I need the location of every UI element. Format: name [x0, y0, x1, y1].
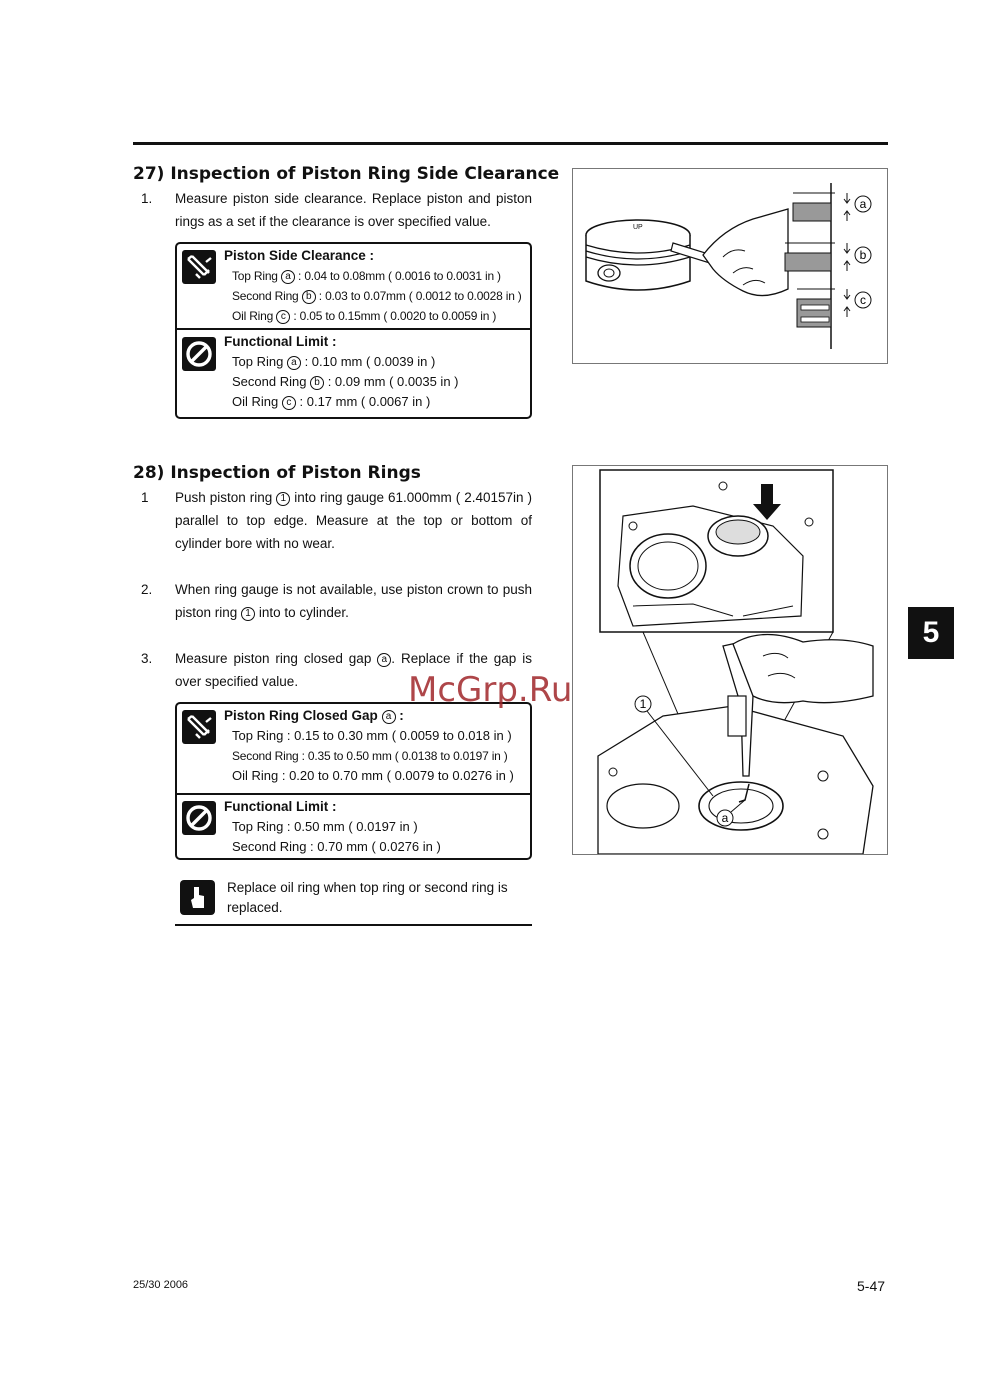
chapter-tab: 5: [908, 607, 954, 659]
page-number: 5-47: [857, 1278, 886, 1294]
spec-second-ring: Second Ring b : 0.03 to 0.07mm ( 0.0012 to 0.0028 in ): [232, 289, 522, 303]
piston-ring-side-clearance-figure: [572, 168, 888, 364]
spec-top-ring: Top Ring : 0.15 to 0.30 mm ( 0.0059 to 0.018 in ): [232, 728, 512, 743]
step-number: 2.: [141, 582, 153, 597]
section-28-heading: 28) Inspection of Piston Rings: [133, 463, 421, 483]
prohibited-icon: [182, 801, 216, 835]
figure-label-a: a: [721, 811, 729, 825]
spec-oil-ring: Oil Ring c : 0.05 to 0.15mm ( 0.0020 to 0.0059 in ): [232, 309, 497, 323]
callout-c: c: [276, 310, 290, 324]
note-hand-icon: [180, 880, 215, 915]
piston-side-clearance-spec-box: [175, 242, 532, 419]
limit-top-ring: Top Ring : 0.50 mm ( 0.0197 in ): [232, 819, 418, 834]
spec-second-ring: Second Ring : 0.35 to 0.50 mm ( 0.0138 to 0.0197 in ): [232, 749, 508, 763]
section-27-step-1: [141, 187, 536, 233]
watermark: McGrp.Ru: [408, 670, 573, 710]
callout-c: c: [282, 396, 296, 410]
spec-title: Piston Ring Closed Gap a :: [224, 708, 404, 723]
step-number: 3.: [141, 651, 153, 666]
limit-title: Functional Limit :: [224, 799, 337, 814]
callout-a: a: [382, 710, 396, 724]
caliper-icon: [182, 250, 216, 284]
footer-model-year: 25/30 2006: [133, 1279, 189, 1291]
callout-1: 1: [276, 492, 290, 506]
cylinder-block-illustration: [573, 466, 887, 854]
piston-feeler-gauge-illustration: [573, 169, 887, 363]
step-text: Measure piston ring closed gap a . Replace if the gap is over specified value.: [175, 651, 532, 689]
step-number: 1: [141, 490, 149, 505]
limit-second-ring: Second Ring b : 0.09 mm ( 0.0035 in ): [232, 374, 459, 389]
figure-label-b: b: [859, 248, 867, 262]
limit-second-ring: Second Ring : 0.70 mm ( 0.0276 in ): [232, 839, 441, 854]
callout-b: b: [302, 290, 316, 304]
section-27-heading: 27) Inspection of Piston Ring Side Clearance: [133, 164, 560, 184]
prohibited-icon: [182, 337, 216, 371]
figure-label-c: c: [860, 293, 866, 307]
step-text: Push piston ring 1 into ring gauge 61.000mm ( 2.40157in ) parallel to top edge. Measure at the top or bottom of cylinder bore with no wear.: [175, 490, 532, 551]
spec-section: [177, 704, 530, 794]
limit-top-ring: Top Ring a : 0.10 mm ( 0.0039 in ): [232, 354, 436, 369]
piston-up-mark: UP: [633, 224, 643, 231]
section-28-step-1: [141, 486, 536, 556]
spec-title: Piston Side Clearance :: [224, 248, 375, 263]
spec-section: [177, 244, 530, 330]
callout-1: 1: [241, 607, 255, 621]
spec-oil-ring: Oil Ring : 0.20 to 0.70 mm ( 0.0079 to 0.0276 in ): [232, 768, 514, 783]
piston-ring-closed-gap-spec-box: [175, 702, 532, 860]
callout-a: a: [281, 270, 295, 284]
piston-ring-gap-figure: [572, 465, 888, 855]
figure-label-a: a: [859, 197, 867, 211]
step-number: 1.: [141, 191, 153, 206]
header-rule: [133, 142, 888, 145]
step-text: Measure piston side clearance. Replace piston and piston rings as a set if the clearance is over specified value.: [175, 191, 532, 229]
figure-label-1: 1: [639, 697, 647, 711]
callout-a: a: [287, 356, 301, 370]
section-28-step-2: [141, 578, 536, 624]
note-rule: [175, 924, 532, 926]
note-text: Replace oil ring when top ring or second ring is replaced.: [227, 880, 508, 915]
limit-title: Functional Limit :: [224, 334, 337, 349]
step-text: When ring gauge is not available, use piston crown to push piston ring 1 into to cylinder.: [175, 582, 532, 620]
spec-top-ring: Top Ring a : 0.04 to 0.08mm ( 0.0016 to 0.0031 in ): [232, 269, 501, 283]
callout-b: b: [310, 376, 324, 390]
limit-oil-ring: Oil Ring c : 0.17 mm ( 0.0067 in ): [232, 394, 431, 409]
limit-section: [177, 330, 530, 416]
caliper-icon: [182, 710, 216, 744]
limit-section: [177, 795, 530, 857]
callout-a: a: [377, 653, 391, 667]
